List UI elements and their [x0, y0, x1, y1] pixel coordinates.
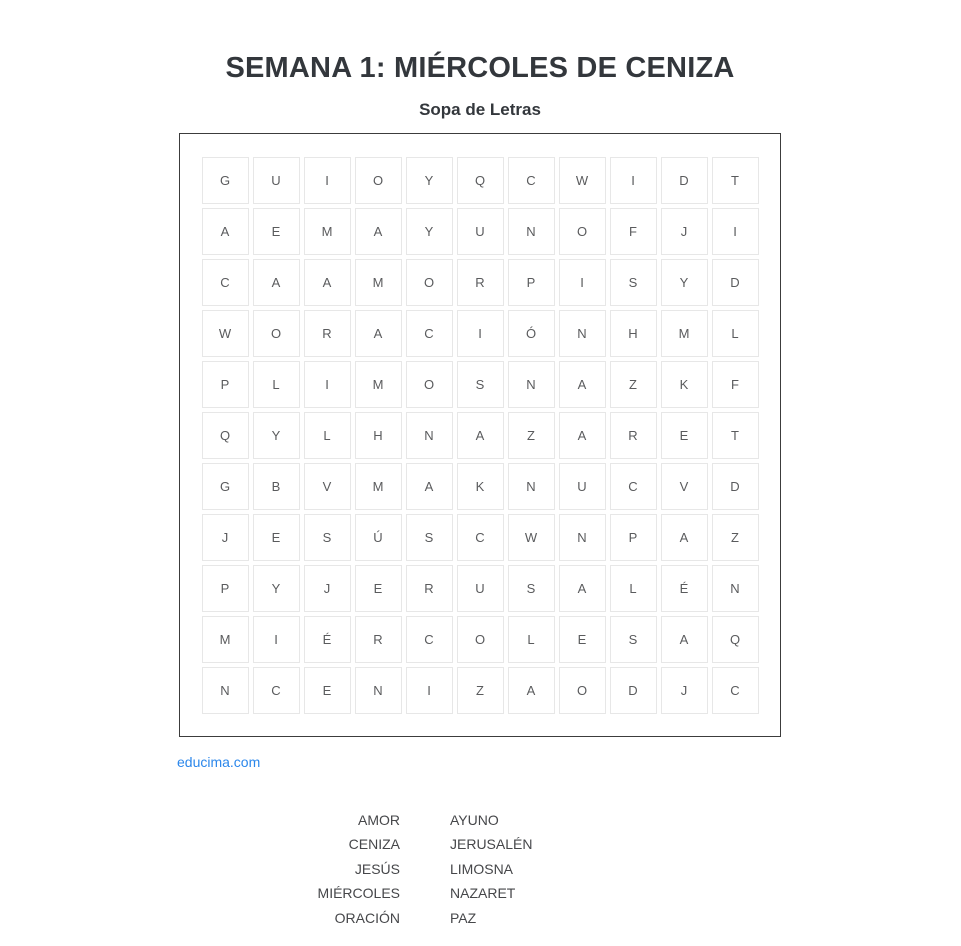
word-list-right-column: [450, 808, 532, 930]
wordsearch-frame: [179, 133, 781, 737]
grid-cell: R: [355, 616, 402, 663]
grid-cell: Y: [253, 565, 300, 612]
grid-cell: Ú: [355, 514, 402, 561]
grid-cell: N: [559, 310, 606, 357]
grid-cell: N: [202, 667, 249, 714]
grid-cell: D: [712, 463, 759, 510]
grid-cell: O: [253, 310, 300, 357]
grid-cell: A: [559, 361, 606, 408]
grid-cell: U: [253, 157, 300, 204]
grid-cell: Q: [457, 157, 504, 204]
grid-cell: Z: [712, 514, 759, 561]
grid-cell: P: [508, 259, 555, 306]
grid-cell: M: [355, 361, 402, 408]
grid-cell: U: [457, 565, 504, 612]
grid-cell: Z: [457, 667, 504, 714]
grid-cell: G: [202, 463, 249, 510]
grid-cell: L: [304, 412, 351, 459]
grid-cell: R: [457, 259, 504, 306]
grid-cell: V: [304, 463, 351, 510]
word-list-item: NAZARET: [450, 885, 516, 902]
grid-cell: I: [406, 667, 453, 714]
grid-cell: É: [661, 565, 708, 612]
grid-cell: C: [202, 259, 249, 306]
grid-cell: P: [202, 565, 249, 612]
grid-cell: L: [610, 565, 657, 612]
grid-cell: D: [610, 667, 657, 714]
grid-cell: I: [304, 361, 351, 408]
grid-cell: S: [406, 514, 453, 561]
grid-cell: Q: [202, 412, 249, 459]
grid-cell: P: [610, 514, 657, 561]
grid-cell: N: [406, 412, 453, 459]
grid-cell: A: [559, 565, 606, 612]
grid-cell: I: [457, 310, 504, 357]
grid-cell: E: [355, 565, 402, 612]
grid-cell: O: [406, 259, 453, 306]
grid-cell: M: [202, 616, 249, 663]
grid-cell: I: [253, 616, 300, 663]
grid-cell: D: [712, 259, 759, 306]
grid-cell: F: [712, 361, 759, 408]
grid-cell: N: [712, 565, 759, 612]
grid-cell: E: [304, 667, 351, 714]
grid-cell: N: [508, 463, 555, 510]
grid-cell: W: [508, 514, 555, 561]
page-subtitle: Sopa de Letras: [419, 100, 541, 119]
grid-cell: I: [559, 259, 606, 306]
grid-cell: Y: [253, 412, 300, 459]
grid-cell: M: [661, 310, 708, 357]
grid-cell: A: [355, 310, 402, 357]
grid-cell: A: [661, 616, 708, 663]
grid-cell: W: [559, 157, 606, 204]
grid-cell: I: [304, 157, 351, 204]
grid-cell: Q: [712, 616, 759, 663]
grid-cell: J: [661, 667, 708, 714]
grid-cell: E: [559, 616, 606, 663]
word-list-item: AMOR: [358, 812, 400, 828]
grid-cell: N: [559, 514, 606, 561]
grid-cell: R: [610, 412, 657, 459]
grid-cell: C: [610, 463, 657, 510]
word-list-item: JESÚS: [354, 860, 400, 877]
grid-cell: A: [406, 463, 453, 510]
grid-cell: V: [661, 463, 708, 510]
grid-cell: I: [610, 157, 657, 204]
grid-cell: O: [559, 208, 606, 255]
grid-cell: C: [712, 667, 759, 714]
grid-cell: H: [355, 412, 402, 459]
grid-cell: M: [304, 208, 351, 255]
grid-cell: Y: [406, 157, 453, 204]
word-list-left-column: [179, 808, 400, 930]
word-list-item: AYUNO: [450, 812, 499, 828]
grid-cell: U: [559, 463, 606, 510]
grid-cell: A: [304, 259, 351, 306]
grid-cell: T: [712, 157, 759, 204]
grid-cell: Z: [508, 412, 555, 459]
grid-cell: H: [610, 310, 657, 357]
grid-cell: N: [508, 208, 555, 255]
grid-cell: C: [508, 157, 555, 204]
grid-cell: A: [355, 208, 402, 255]
grid-cell: É: [304, 616, 351, 663]
grid-cell: A: [508, 667, 555, 714]
grid-cell: O: [457, 616, 504, 663]
grid-cell: N: [508, 361, 555, 408]
grid-cell: L: [508, 616, 555, 663]
grid-cell: S: [457, 361, 504, 408]
educima-link[interactable]: educima.com: [177, 754, 261, 770]
word-list-item: PAZ: [450, 909, 477, 926]
grid-cell: N: [355, 667, 402, 714]
grid-cell: F: [610, 208, 657, 255]
grid-cell: C: [253, 667, 300, 714]
grid-cell: L: [253, 361, 300, 408]
grid-cell: K: [457, 463, 504, 510]
grid-cell: Z: [610, 361, 657, 408]
grid-cell: Y: [406, 208, 453, 255]
grid-cell: J: [661, 208, 708, 255]
grid-cell: Y: [661, 259, 708, 306]
grid-cell: T: [712, 412, 759, 459]
grid-cell: W: [202, 310, 249, 357]
grid-cell: G: [202, 157, 249, 204]
grid-cell: U: [457, 208, 504, 255]
grid-cell: A: [661, 514, 708, 561]
grid-cell: M: [355, 259, 402, 306]
grid-cell: Ó: [508, 310, 555, 357]
letter-grid: [202, 157, 759, 714]
grid-cell: E: [253, 514, 300, 561]
word-list-item: MIÉRCOLES: [317, 885, 400, 902]
grid-cell: A: [202, 208, 249, 255]
grid-cell: B: [253, 463, 300, 510]
grid-cell: C: [406, 616, 453, 663]
word-list-item: JERUSALÉN: [450, 836, 533, 853]
grid-cell: S: [610, 616, 657, 663]
page-title: SEMANA 1: MIÉRCOLES DE CENIZA: [225, 52, 735, 84]
word-list: [179, 808, 532, 930]
grid-cell: E: [253, 208, 300, 255]
grid-cell: D: [661, 157, 708, 204]
grid-cell: I: [712, 208, 759, 255]
word-list-item: ORACIÓN: [334, 909, 400, 926]
grid-cell: A: [457, 412, 504, 459]
grid-cell: A: [253, 259, 300, 306]
grid-cell: M: [355, 463, 402, 510]
grid-cell: R: [406, 565, 453, 612]
grid-cell: S: [508, 565, 555, 612]
grid-cell: J: [202, 514, 249, 561]
grid-cell: C: [406, 310, 453, 357]
grid-cell: S: [304, 514, 351, 561]
grid-cell: A: [559, 412, 606, 459]
grid-cell: R: [304, 310, 351, 357]
grid-cell: O: [355, 157, 402, 204]
grid-cell: S: [610, 259, 657, 306]
grid-cell: E: [661, 412, 708, 459]
grid-cell: K: [661, 361, 708, 408]
grid-cell: J: [304, 565, 351, 612]
grid-cell: O: [406, 361, 453, 408]
word-list-item: CENIZA: [348, 836, 400, 853]
grid-cell: P: [202, 361, 249, 408]
grid-cell: L: [712, 310, 759, 357]
grid-cell: C: [457, 514, 504, 561]
grid-cell: O: [559, 667, 606, 714]
word-list-item: LIMOSNA: [450, 860, 514, 877]
